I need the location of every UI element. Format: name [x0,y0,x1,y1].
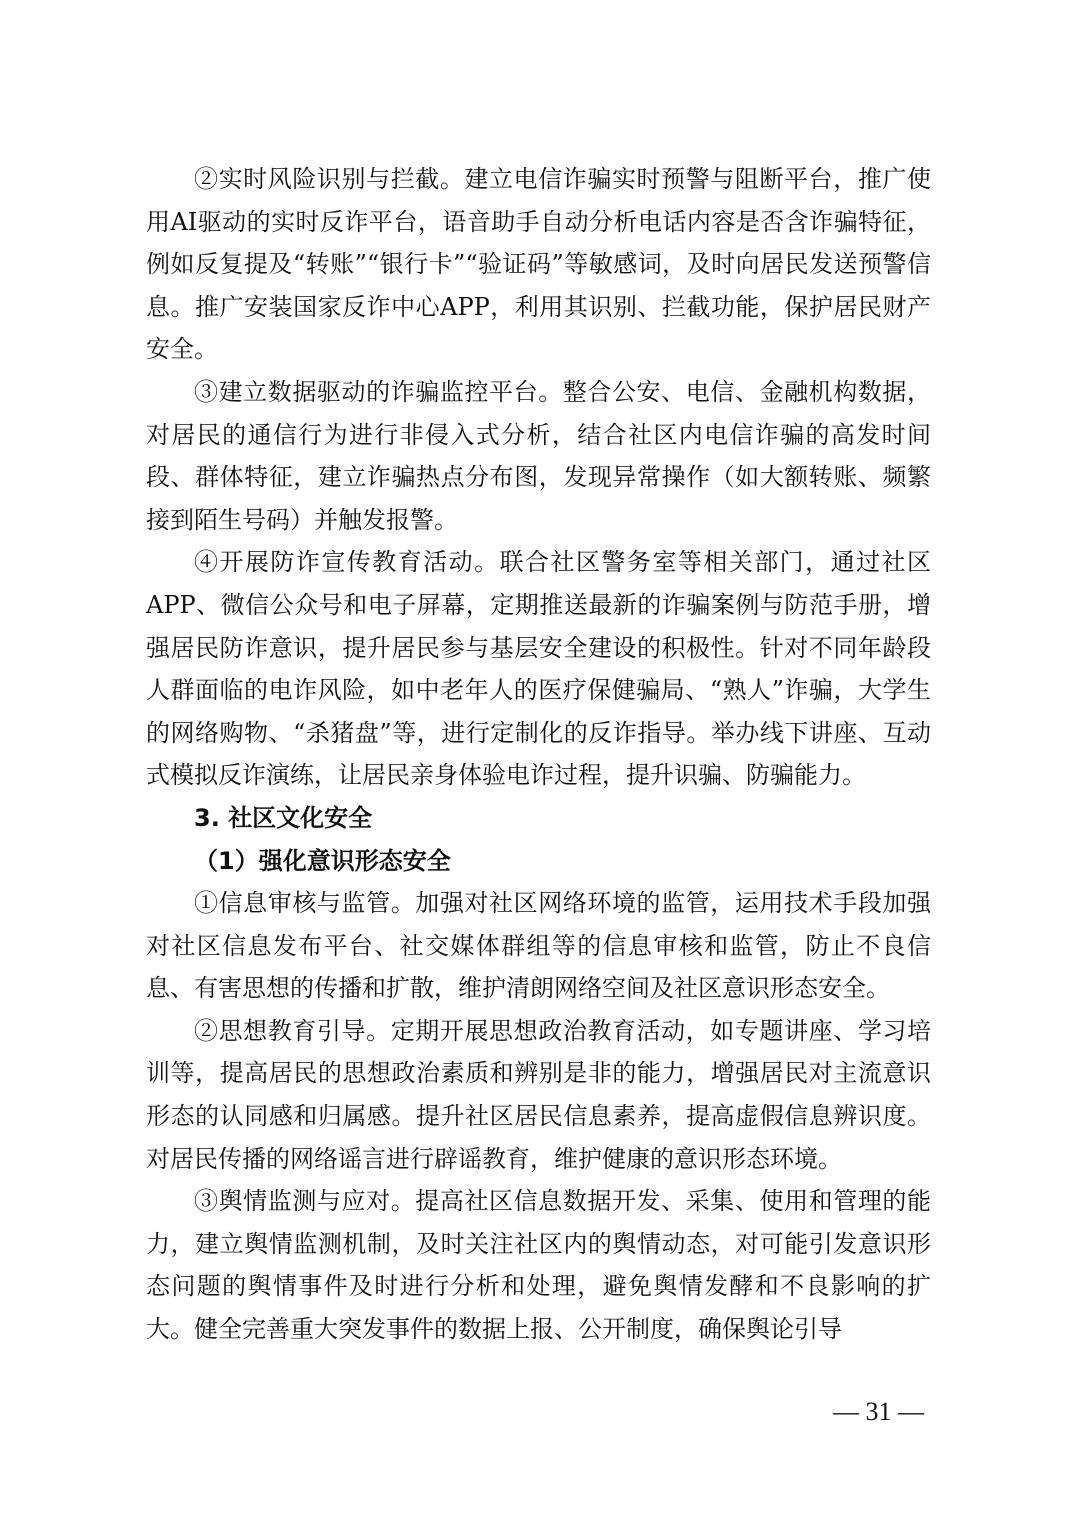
page-number: — 31 — [833,1397,924,1426]
paragraph-ideological-education: ②思想教育引导。定期开展思想政治教育活动，如专题讲座、学习培训等，提高居民的思想政治素质和辨别是非的能力，增强居民对主流意识形态的认同感和归属感。提升社区居民信息素养，提高虚假信息辨识度。对居民传播的网络谣言进行辟谣教育，维护健康的意识形态环境。 [146,1016,931,1173]
paragraph-monitoring-platform: ③建立数据驱动的诈骗监控平台。整合公安、电信、金融机构数据，对居民的通信行为进行非侵入式分析，结合社区内电信诈骗的高发时间段、群体特征，建立诈骗热点分布图，发现异常操作（如大额转账、频繁接到陌生号码）并触发报警。 [146,377,931,534]
paragraph-anti-fraud-education: ④开展防诈宣传教育活动。联合社区警务室等相关部门，通过社区APP、微信公众号和电子屏幕，定期推送最新的诈骗案例与防范手册，增强居民防诈意识，提升居民参与基层安全建设的积极性。针对不同年龄段人群面临的电诈风险，如中老年人的医疗保健骗局、“熟人”诈骗，大学生的网络购物、“杀猪盘”等，进行定制化的反诈指导。举办线下讲座、互动式模拟反诈演练，让居民亲身体验电诈过程，提升识骗、防骗能力。 [146,548,931,790]
paragraph-information-review: ①信息审核与监管。加强对社区网络环境的监管，运用技术手段加强对社区信息发布平台、社交媒体群组等的信息审核和监管，防止不良信息、有害思想的传播和扩散，维护清朗网络空间及社区意识形态安全。 [146,889,931,1003]
subsection-heading: （1）强化意识形态安全 [194,846,451,875]
page-body [146,158,931,1351]
paragraph-public-opinion-monitoring: ③舆情监测与应对。提高社区信息数据开发、采集、使用和管理的能力，建立舆情监测机制，及时关注社区内的舆情动态，对可能引发意识形态问题的舆情事件及时进行分析和处理，避免舆情发酵和不良影响的扩大。健全完善重大突发事件的数据上报、公开制度，确保舆论引导 [146,1187,931,1344]
section-heading: 3. 社区文化安全 [194,803,373,832]
paragraph-risk-interception: ②实时风险识别与拦截。建立电信诈骗实时预警与阻断平台，推广使用AI驱动的实时反诈平台，语音助手自动分析电话内容是否含诈骗特征，例如反复提及“转账”“银行卡”“验证码”等敏感词，及时向居民发送预警信息。推广安装国家反诈中心APP，利用其识别、拦截功能，保护居民财产安全。 [146,165,931,364]
